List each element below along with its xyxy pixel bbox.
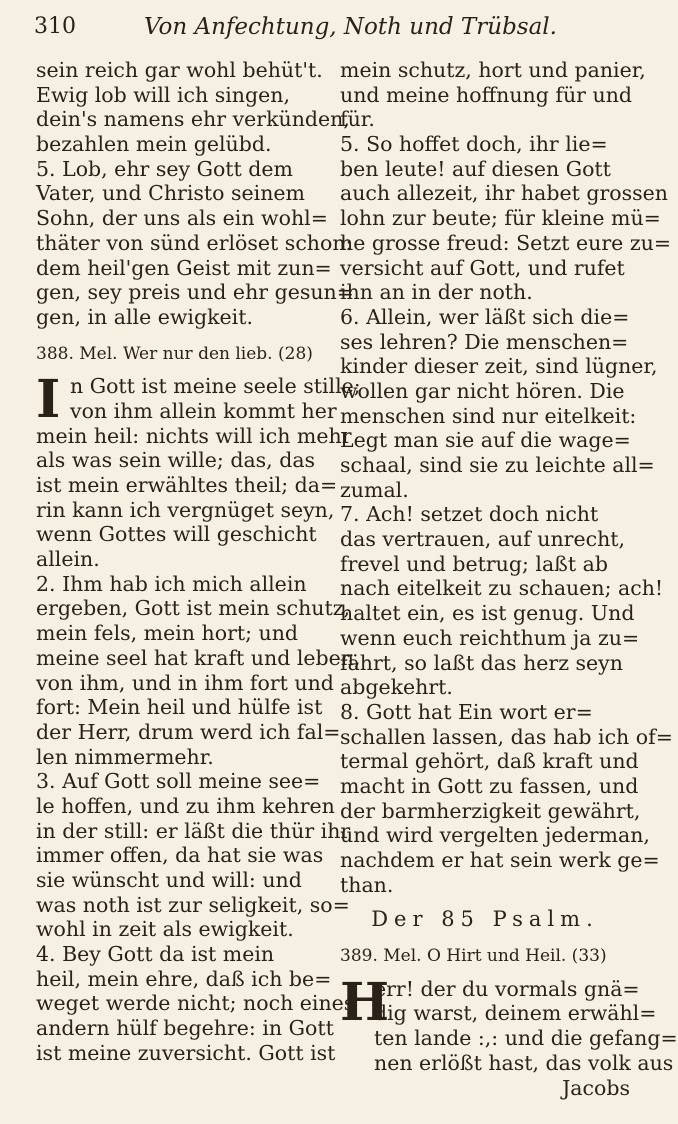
text-line: immer offen, da hat sie was xyxy=(36,843,324,868)
text-line: versicht auf Gott, und rufet xyxy=(340,255,625,280)
text-line: von ihm, und in ihm fort und xyxy=(36,670,334,695)
hymn-388-opening xyxy=(36,369,361,431)
text-line: 2. Ihm hab ich mich allein xyxy=(36,571,307,596)
page-header xyxy=(34,14,630,46)
text-line: wenn euch reichthum ja zu= xyxy=(340,625,640,650)
text-line: Legt man sie auf die wage= xyxy=(340,428,631,453)
text-line: nen erlößt hast, das volk aus xyxy=(374,1050,674,1075)
text-line: für. xyxy=(340,107,375,132)
text-line: menschen sind nur eitelkeit: xyxy=(340,403,637,428)
hymn-388-first-lines xyxy=(36,369,361,431)
right-column xyxy=(340,58,678,1100)
text-line: als was sein wille; das, das xyxy=(36,448,316,473)
text-line: fährt, so laßt das herz seyn xyxy=(340,650,623,675)
text-line: fort: Mein heil und hülfe ist xyxy=(36,695,323,720)
text-line: kinder dieser zeit, sind lügner, xyxy=(340,354,658,379)
text-line: ben leute! auf diesen Gott xyxy=(340,156,611,181)
text-line: gen, in alle ewigkeit. xyxy=(36,304,253,329)
text-line: 8. Gott hat Ein wort er= xyxy=(340,699,593,724)
text-line: und meine hoffnung für und xyxy=(340,82,633,107)
text-line: lohn zur beute; für kleine mü= xyxy=(340,206,661,231)
text-line: Vater, und Christo seinem xyxy=(36,181,305,206)
text-line: Sohn, der uns als ein wohl= xyxy=(36,206,328,231)
text-line: le hoffen, und zu ihm kehren xyxy=(36,793,335,818)
text-line: schallen lassen, das hab ich of= xyxy=(340,724,673,749)
text-line: len nimmermehr. xyxy=(36,744,214,769)
text-line: wollen gar nicht hören. Die xyxy=(340,378,625,403)
text-line: Ewig lob will ich singen, xyxy=(36,82,290,107)
text-line: frevel und betrug; laßt ab xyxy=(340,551,608,576)
text-line: dem heil'gen Geist mit zun= xyxy=(36,255,332,280)
text-line: der barmherzigkeit gewährt, xyxy=(340,798,641,823)
text-line: sie wünscht und will: und xyxy=(36,868,302,893)
text-line: n Gott ist meine seele stille; xyxy=(70,374,361,399)
text-line: 4. Bey Gott da ist mein xyxy=(36,942,275,967)
text-line: mein schutz, hort und panier, xyxy=(340,58,646,82)
text-line: von ihm allein kommt her xyxy=(70,398,337,423)
text-line: mein heil: nichts will ich mehr xyxy=(36,423,352,448)
text-line: ist mein erwähltes theil; da= xyxy=(36,473,338,498)
text-line: dein's namens ehr verkünden, xyxy=(36,107,350,132)
text-line: weget werde nicht; noch eines xyxy=(36,991,355,1016)
text-line: gen, sey preis und ehr gesun= xyxy=(36,280,354,305)
text-line: macht in Gott zu fassen, und xyxy=(340,773,639,798)
text-line: 6. Allein, wer läßt sich die= xyxy=(340,304,630,329)
page-number: 310 xyxy=(34,14,76,39)
dropcap-letter: I xyxy=(36,369,61,431)
text-line: was noth ist zur seligkeit, so= xyxy=(36,892,350,917)
text-line: dig warst, deinem erwähl= xyxy=(374,1001,657,1026)
text-line: ist meine zuversicht. Gott ist xyxy=(36,1040,336,1065)
text-line: heil, mein ehre, daß ich be= xyxy=(36,966,332,991)
text-line: haltet ein, es ist genug. Und xyxy=(340,601,635,626)
text-line: meine seel hat kraft und leben, xyxy=(36,645,361,670)
text-line: he grosse freud: Setzt eure zu= xyxy=(340,230,672,255)
left-column-text xyxy=(36,58,354,330)
text-line: 5. So hoffet doch, ihr lie= xyxy=(340,132,608,157)
hymn-389-opening xyxy=(340,971,678,1076)
text-line: zumal. xyxy=(340,477,409,502)
right-column-text xyxy=(340,58,673,897)
psalm-heading: Der 85 Psalm. xyxy=(371,907,599,932)
hymn-388-text xyxy=(36,423,361,1066)
text-line: wohl in zeit als ewigkeit. xyxy=(36,917,294,942)
text-line: abgekehrt. xyxy=(340,675,453,700)
text-line: andern hülf begehre: in Gott xyxy=(36,1016,334,1041)
text-line: und wird vergelten jederman, xyxy=(340,823,650,848)
dropcap-letter: H xyxy=(340,971,390,1033)
text-line: err! der du vormals gnä= xyxy=(374,976,640,1001)
text-line: der Herr, drum werd ich fal= xyxy=(36,719,341,744)
text-line: 3. Auf Gott soll meine see= xyxy=(36,769,321,794)
running-title: Von Anfechtung, Noth und Trübsal. xyxy=(144,14,557,40)
text-line: bezahlen mein gelübd. xyxy=(36,132,272,157)
text-line: thäter von sünd erlöset schon: xyxy=(36,230,353,255)
text-line: schaal, sind sie zu leichte all= xyxy=(340,453,655,477)
text-line: in der still: er läßt die thür ihr xyxy=(36,818,351,843)
catchword: Jacobs xyxy=(562,1075,630,1100)
hymn-389-heading: 389. Mel. O Hirt und Heil. (33) xyxy=(340,946,607,967)
text-line: das vertrauen, auf unrecht, xyxy=(340,527,626,552)
text-line: auch allezeit, ihr habet grossen xyxy=(340,181,668,206)
text-line: ergeben, Gott ist mein schutz, xyxy=(36,596,351,621)
text-line: rin kann ich vergnüget seyn, xyxy=(36,497,335,522)
text-line: nachdem er hat sein werk ge= xyxy=(340,848,660,872)
text-line: sein reich gar wohl behüt't. xyxy=(36,58,323,82)
text-line: ten lande :,: und die gefang= xyxy=(374,1026,678,1051)
text-line: termal gehört, daß kraft und xyxy=(340,749,639,774)
text-line: mein fels, mein hort; und xyxy=(36,621,299,646)
hymn-388-heading: 388. Mel. Wer nur den lieb. (28) xyxy=(36,343,313,364)
text-line: than. xyxy=(340,872,394,897)
text-line: ses lehren? Die menschen= xyxy=(340,329,629,354)
text-line: allein. xyxy=(36,547,100,572)
text-line: nach eitelkeit zu schauen; ach! xyxy=(340,576,664,601)
text-line: ihn an in der noth. xyxy=(340,280,533,305)
text-line: wenn Gottes will geschicht xyxy=(36,522,317,547)
text-line: 7. Ach! setzet doch nicht xyxy=(340,502,599,527)
text-line: 5. Lob, ehr sey Gott dem xyxy=(36,156,293,181)
